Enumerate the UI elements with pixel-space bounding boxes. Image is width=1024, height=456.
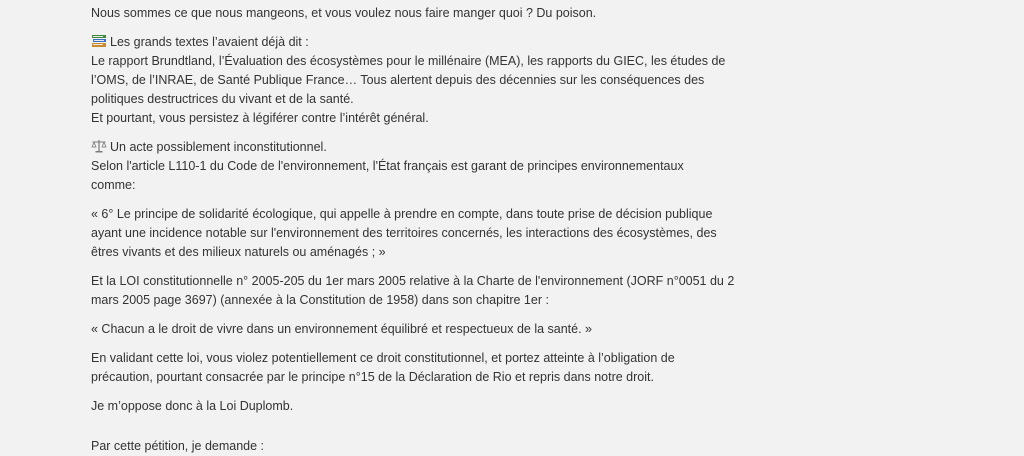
great-texts-line: Et pourtant, vous persistez à légiférer contre l’intérêt général. — [91, 111, 429, 125]
great-texts-line: Le rapport Brundtland, l’Évaluation des écosystèmes pour le millénaire (MEA), les rapports du GIEC, les études de — [91, 54, 726, 68]
quote-line: êtres vivants et des milieux naturels ou aménagés ; » — [91, 245, 386, 259]
paragraph-great-texts — [91, 33, 726, 128]
law-line: mars 2005 page 3697) (annexée à la Constitution de 1958) dans son chapitre 1er : — [91, 293, 549, 307]
quote-line: ayant une incidence notable sur l'environnement des territoires concernés, les interactions des écosystèmes, des — [91, 226, 717, 240]
paragraph-charter-quote — [91, 320, 681, 339]
unconstitutional-line: comme: — [91, 178, 136, 192]
paragraph-unconstitutional — [91, 138, 684, 195]
great-texts-line: politiques destructrices du vivant et de la santé. — [91, 92, 354, 106]
violation-line: En validant cette loi, vous violez potentiellement ce droit constitutionnel, et portez atteinte à l’obligation de — [91, 351, 675, 365]
great-texts-line: l’OMS, de l’INRAE, de Santé Publique France… Tous alertent depuis des décennies sur les conséquences des — [91, 73, 705, 87]
paragraph-constitutional-law — [91, 272, 735, 310]
intro-line: Nous sommes ce que nous mangeons, et vous voulez nous faire manger quoi ? Du poison. — [91, 6, 597, 20]
paragraph-quote-solidarity — [91, 205, 717, 262]
balance-scale-icon — [91, 139, 107, 153]
opposition-line: Je m’oppose donc à la Loi Duplomb. — [91, 399, 294, 413]
violation-line: précaution, pourtant consacrée par le principe n°15 de la Déclaration de Rio et repris dans notre droit. — [91, 370, 654, 384]
paragraph-intro — [91, 4, 681, 23]
unconstitutional-line: Selon l'article L110-1 du Code de l'environnement, l'État français est garant de principes environnementaux — [91, 159, 684, 173]
charter-quote-line: « Chacun a le droit de vivre dans un environnement équilibré et respectueux de la santé. » — [91, 322, 593, 336]
paragraph-violation — [91, 349, 681, 387]
quote-line: « 6° Le principe de solidarité écologique, qui appelle à prendre en compte, dans toute prise de décision publique — [91, 207, 713, 221]
great-texts-heading: Les grands textes l’avaient déjà dit : — [110, 35, 309, 49]
books-icon — [91, 34, 107, 48]
unconstitutional-heading: Un acte possiblement inconstitutionnel. — [110, 140, 327, 154]
truncated-line: Par cette pétition, je demande : — [91, 439, 265, 453]
paragraph-opposition — [91, 397, 681, 416]
petition-text — [91, 4, 735, 426]
law-line: Et la LOI constitutionnelle n° 2005-205 du 1er mars 2005 relative à la Charte de l'environnement (JORF n°0051 du 2 — [91, 274, 735, 288]
